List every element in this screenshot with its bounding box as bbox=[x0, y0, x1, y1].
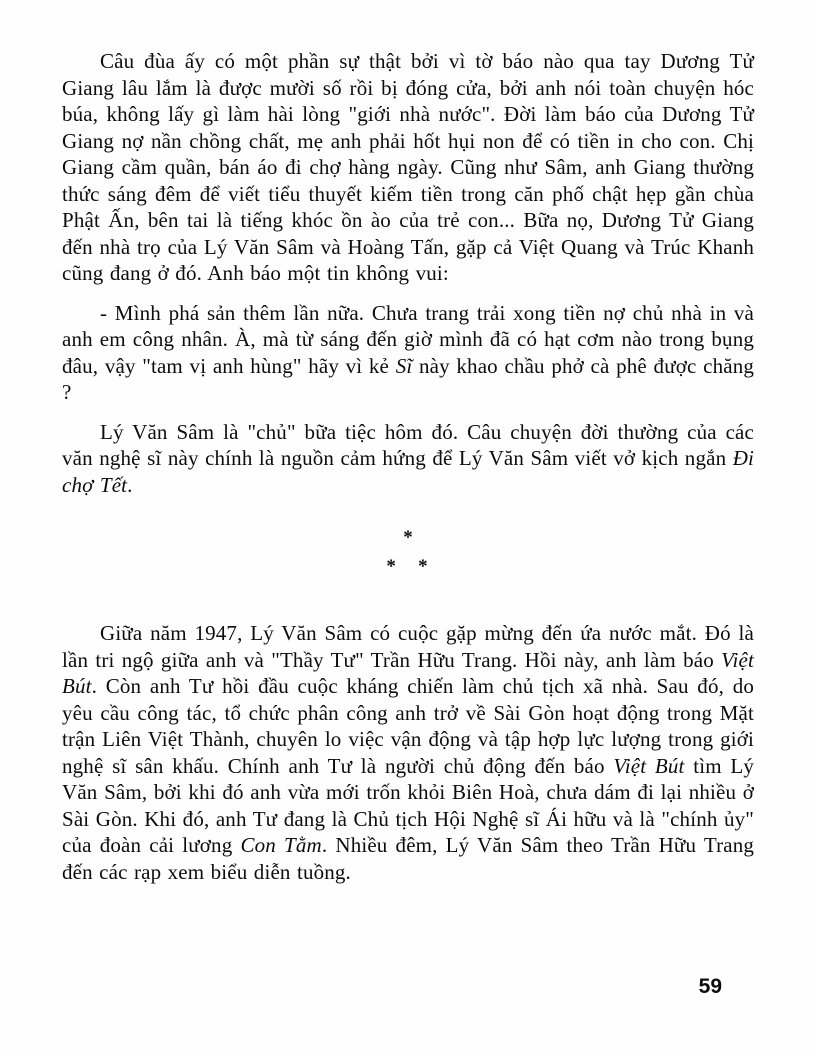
italic-text-run: Con Tằm bbox=[240, 833, 322, 857]
paragraph bbox=[62, 300, 754, 406]
text-block bbox=[62, 48, 754, 898]
text-run: . bbox=[127, 472, 133, 497]
text-run: - Mình phá sản thêm lần nữa. Chưa trang trải xong tiền nợ chủ nhà in và anh em công nhân. À, mà từ sáng đến giờ mình đã có hạt cơm nào trong bụng đâu, vậy "tam vị anh hùng" hãy vì kẻ bbox=[62, 300, 754, 378]
italic-text-run: Đi chợ Tết bbox=[62, 446, 754, 497]
italic-text-run: Việt Bút bbox=[613, 753, 685, 778]
paragraph bbox=[62, 620, 754, 885]
italic-text-run: Việt Bút bbox=[62, 647, 754, 698]
separator-star-top: * bbox=[403, 527, 413, 548]
paragraph bbox=[62, 419, 754, 499]
paragraph bbox=[62, 48, 754, 287]
text-run: Câu đùa ấy có một phần sự thật bởi vì tờ báo nào qua tay Dương Tử Giang lâu lắm là được mười số rồi bị đóng cửa, bởi anh nói toàn chuyện hóc búa, không lấy gì làm hài lòng "giới nhà nước". Đời làm báo của Dương Tử Giang nợ nần chồng chất, mẹ anh phải hốt hụi non để có tiền in cho con. Chị Giang cầm quần, bán áo đi chợ hàng ngày. Cũng như Sâm, anh Giang thường thức sáng đêm để viết tiểu thuyết kiếm tiền trong căn phố chật hẹp gần chùa Phật Ấn, bên tai là tiếng khóc ồn ào của trẻ con... Bữa nọ, Dương Tử Giang đến nhà trọ của Lý Văn Sâm và Hoàng Tấn, gặp cả Việt Quang và Trúc Khanh cũng đang ở đó. Anh báo một tin không vui: bbox=[62, 49, 754, 285]
text-run: . Nhiều đêm, Lý Văn Sâm theo Trần Hữu Trang đến các rạp xem biểu diễn tuồng. bbox=[62, 833, 754, 884]
paragraphs-after-separator bbox=[62, 620, 754, 885]
italic-text-run: Sĩ bbox=[395, 353, 413, 378]
paragraphs-before-separator bbox=[62, 48, 754, 498]
text-run: tìm Lý Văn Sâm, bởi khi đó anh vừa mới trốn khỏi Biên Hoà, chưa dám đi lại nhiều ở Sài Gòn. Khi đó, anh Tư đang là Chủ tịch Hội Nghệ sĩ Ái hữu và là "chính ủy" của đoàn cải lương bbox=[62, 753, 755, 857]
text-run: Lý Văn Sâm là "chủ" bữa tiệc hôm đó. Câu chuyện đời thường của các văn nghệ sĩ này chính là nguồn cảm hứng để Lý Văn Sâm viết vở kịch ngắn bbox=[62, 419, 754, 470]
text-run: này khao chầu phở cà phê được chăng ? bbox=[62, 353, 754, 404]
page-number: 59 bbox=[698, 975, 722, 998]
text-run: . Còn anh Tư hồi đầu cuộc kháng chiến làm chủ tịch xã nhà. Sau đó, do yêu cầu công tác, tổ chức phân công anh trở về Sài Gòn hoạt động trong Mặt trận Liên Việt Thành, chuyên lo việc vận động và tập hợp lực lượng trong giới nghệ sĩ sân khấu. Chính anh Tư là người chủ động đến báo bbox=[62, 674, 754, 778]
text-run: Giữa năm 1947, Lý Văn Sâm có cuộc gặp mừng đến ứa nước mắt. Đó là lần tri ngộ giữa anh và "Thầy Tư" Trần Hữu Trang. Hồi này, anh làm báo bbox=[62, 621, 754, 672]
separator-stars-bottom: * * bbox=[386, 556, 430, 577]
asterisk-separator bbox=[62, 528, 754, 576]
